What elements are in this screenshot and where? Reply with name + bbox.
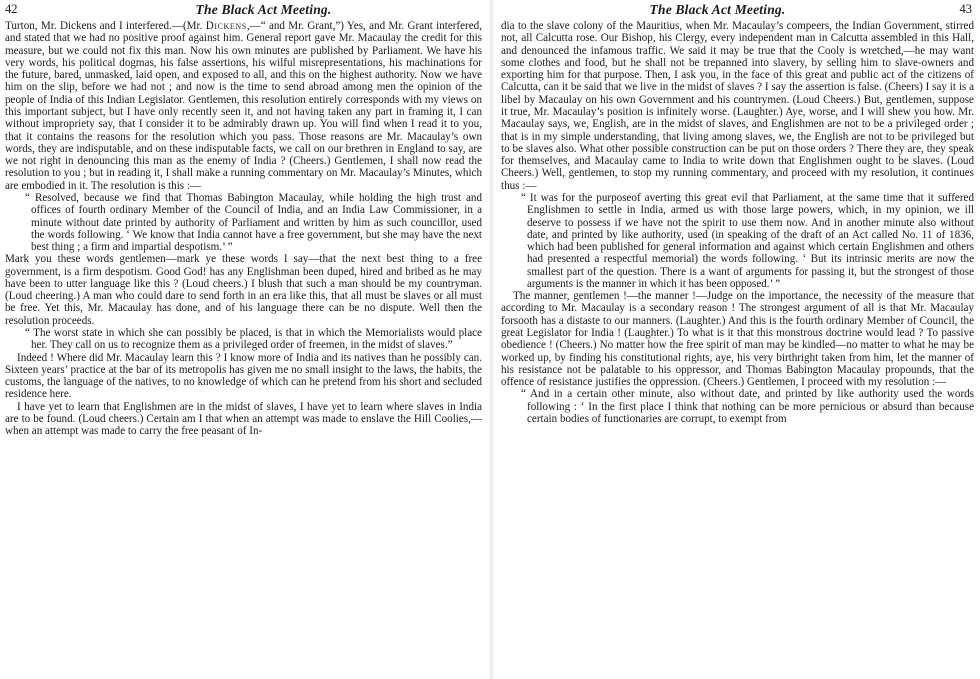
text-segment: “ Resolved, because we find that Thomas Babington Macaulay, while holding the high trust and offices of fourth ordinary Member of the Council of India, and an India Law Commissioner, in a minute without date printed by authority of Parliament and written by him as such councillor, used the words following. ‘ We know that India cannot have a free government, but she may have the next best thing ; a firm and impartial despotism.’ ” — [25, 191, 482, 254]
text-segment: dia to the slave colony of the Mauritius, when Mr. Macaulay’s compeers, the Indian Government, stirred not, all Calcutta rose. Our Bishop, his Clergy, every independent man in Calcutta assembled in this Hall, and denounced the infamous traffic. We said it may be true that the Cooly is wretched,—he may want some clothes and food, but he shall not be trepanned into slavery, by selling him to slave-owners and exporting him for that purpose. Then, I ask you, in the face of this great and public act of the citizens of Calcutta, can it be said that we live in the midst of slaves ? I say the assertion is false. (Cheers) I say it is a libel by Macaulay on his own Government and his countrymen. (Loud Cheers.) But, gentlemen, suppose it true, Mr. Macaulay’s position is infinitely worse. (Laughter.) Aye, worse, and I will shew you how. Mr. Macaulay says, we, English, are in the midst of slaves, and Englishmen are not to be a privileged order ; that is in my simple understanding, that living among slaves, we, the English are not to be privileged but to be slaves also. What other possible construction can be put on those orders ? There they are, they speak for themselves, and Macaulay came to India to write down that Englishmen ought to be slaves. (Loud Cheers.) Well, gentlemen, to stop my running commentary, and proceed with my resolution, it continues thus :— — [501, 20, 974, 192]
body-paragraph — [5, 253, 482, 327]
right-page-header — [501, 1, 974, 18]
right-page — [495, 0, 980, 679]
text-segment: Turton, Mr. Dickens and I interfered.—(Mr. — [5, 20, 206, 32]
left-page-body — [5, 20, 482, 438]
right-page-number: 43 — [959, 2, 972, 16]
left-page-number: 42 — [5, 2, 18, 16]
text-segment: “ The worst state in which she can possibly be placed, is that in which the Memorialists would place her. They call on us to recognize them as a privileged order of freemen, in the midst of slaves.” — [25, 327, 482, 352]
text-segment: ,—“ and Mr. Grant,”) Yes, and Mr. Grant interfered, and stated that we had no positive proof against him. General report gave Mr. Macaulay the credit for this measure, but we could not fix this man. Now his own minutes are published by Parliament. We have his very words, his political dogmas, his false assertions, his wilful misrepresentations, his machinations for the future, bared, unmasked, laid open, and exposed to all, and this on the highest authority. Now we have him on the slip, before we had not ; and now is the time to send abroad among men the opinion of the people of India of this Indian Legislator. Gentlemen, this resolution entirely corresponds with my views on this important subject, but I have only recently seen it, and not having taken any part in framing it, I can without impropriety say, that I consider it to be admirably drawn up. You will find when I read it to you, that it contains the reasons for the resolution which you pass. Those reasons are Mr. Macaulay’s own words, they are indisputable, and on these indisputable facts, we call on our brethren in England to say, are we not right in denouncing this man as the enemy of India ? (Cheers.) Gentlemen, I shall now read the resolution to you ; but in reading it, I shall make a running commentary on Mr. Macaulay’s Minutes, which are embodied in it. The resolution is this :— — [5, 20, 482, 192]
text-segment: “ It was for the purposeof averting this great evil that Parliament, at the same time that it suffered Englishmen to settle in India, armed us with those large powers, which, in my opinion, we ill deserve to possess if we have not the spirit to use them now. And in another minute also without date, and printed by like authority, used (in speaking of the draft of an Act called No. 11 of 1836, which had been published for general information and against which certain Englishmen and others had presented a respectful memorial) the words following. ‘ But its intrinsic merits are now the smallest part of the question. There is a want of arguments for passing it, but the strongest of those arguments is the manner in which it has been opposed.’ ” — [521, 191, 974, 290]
quoted-resolution-paragraph — [25, 327, 482, 352]
text-segment: The manner, gentlemen !—the manner !—Judge on the importance, the necessity of the measure that according to Mr. Macaulay is a secondary reason ! The strongest argument of all is that Mr. Macaulay forsooth has a distaste to our manners. (Laughter.) And this is the fourth ordinary Member of Council, the great Legislator for India ! (Laughter.) To what is it that this monstrous doctrine would lead ? To passive obedience ! (Cheers.) No matter how the free spirit of man may be kindled—no matter to what he may be worked up, by finding his constitutional rights, aye, his very birthright taken from him, let the manner of his resistance not be palatable to his oppressor, and Thomas Babington Macaulay propounds, that the offence of resistance justifies the oppression. (Cheers.) Gentlemen, I proceed with my resolution :— — [501, 290, 974, 389]
right-page-body — [501, 20, 974, 425]
quoted-resolution-paragraph — [521, 388, 974, 425]
body-paragraph — [501, 20, 974, 192]
text-segment: “ And in a certain other minute, also without date, and printed by like authority used the words following : ‘ In the first place I think that nothing can be more pernicious or absurd than because certain bodies of functionaries are corrupt, to exempt from — [521, 388, 974, 425]
quoted-resolution-paragraph — [521, 192, 974, 290]
body-paragraph — [5, 401, 482, 438]
body-paragraph — [501, 290, 974, 388]
text-segment: I have yet to learn that Englishmen are in the midst of slaves, I have yet to learn where slaves in India are to be found. (Loud cheers.) Certain am I that when an attempt was made to enslave the Hill Coolies,—when an attempt was made to carry the free peasant of In- — [5, 400, 482, 438]
body-paragraph — [5, 352, 482, 401]
body-paragraph — [5, 20, 482, 192]
quoted-resolution-paragraph — [25, 192, 482, 253]
left-page-header — [5, 1, 482, 18]
text-segment: Mark you these words gentlemen—mark ye these words I say—that the next best thing to a free government, is a firm despotism. Good God! has any Englishman been duped, hired and bribed as he may have been to utter language like this ? (Loud cheers.) I blush that such a man should be my countryman. (Loud cheering.) A man who could dare to send forth in an era like this, that all must be slaves or all must be free. Yet this, Mr. Macaulay has done, and of his language there can be no dispute. Well then the resolution proceeds. — [5, 253, 482, 327]
left-running-head: The Black Act Meeting. — [195, 2, 332, 17]
text-segment: Indeed ! Where did Mr. Macaulay learn this ? I know more of India and its natives than he possibly can. Sixteen years’ practice at the bar of its metropolis has given me no small insight to the laws, the habits, the customs, the language of the natives, to no knowledge of which can he pretend from his short and secluded residence here. — [5, 351, 482, 401]
right-running-head: The Black Act Meeting. — [649, 2, 786, 17]
speaker-name: Dickens — [205, 20, 247, 32]
